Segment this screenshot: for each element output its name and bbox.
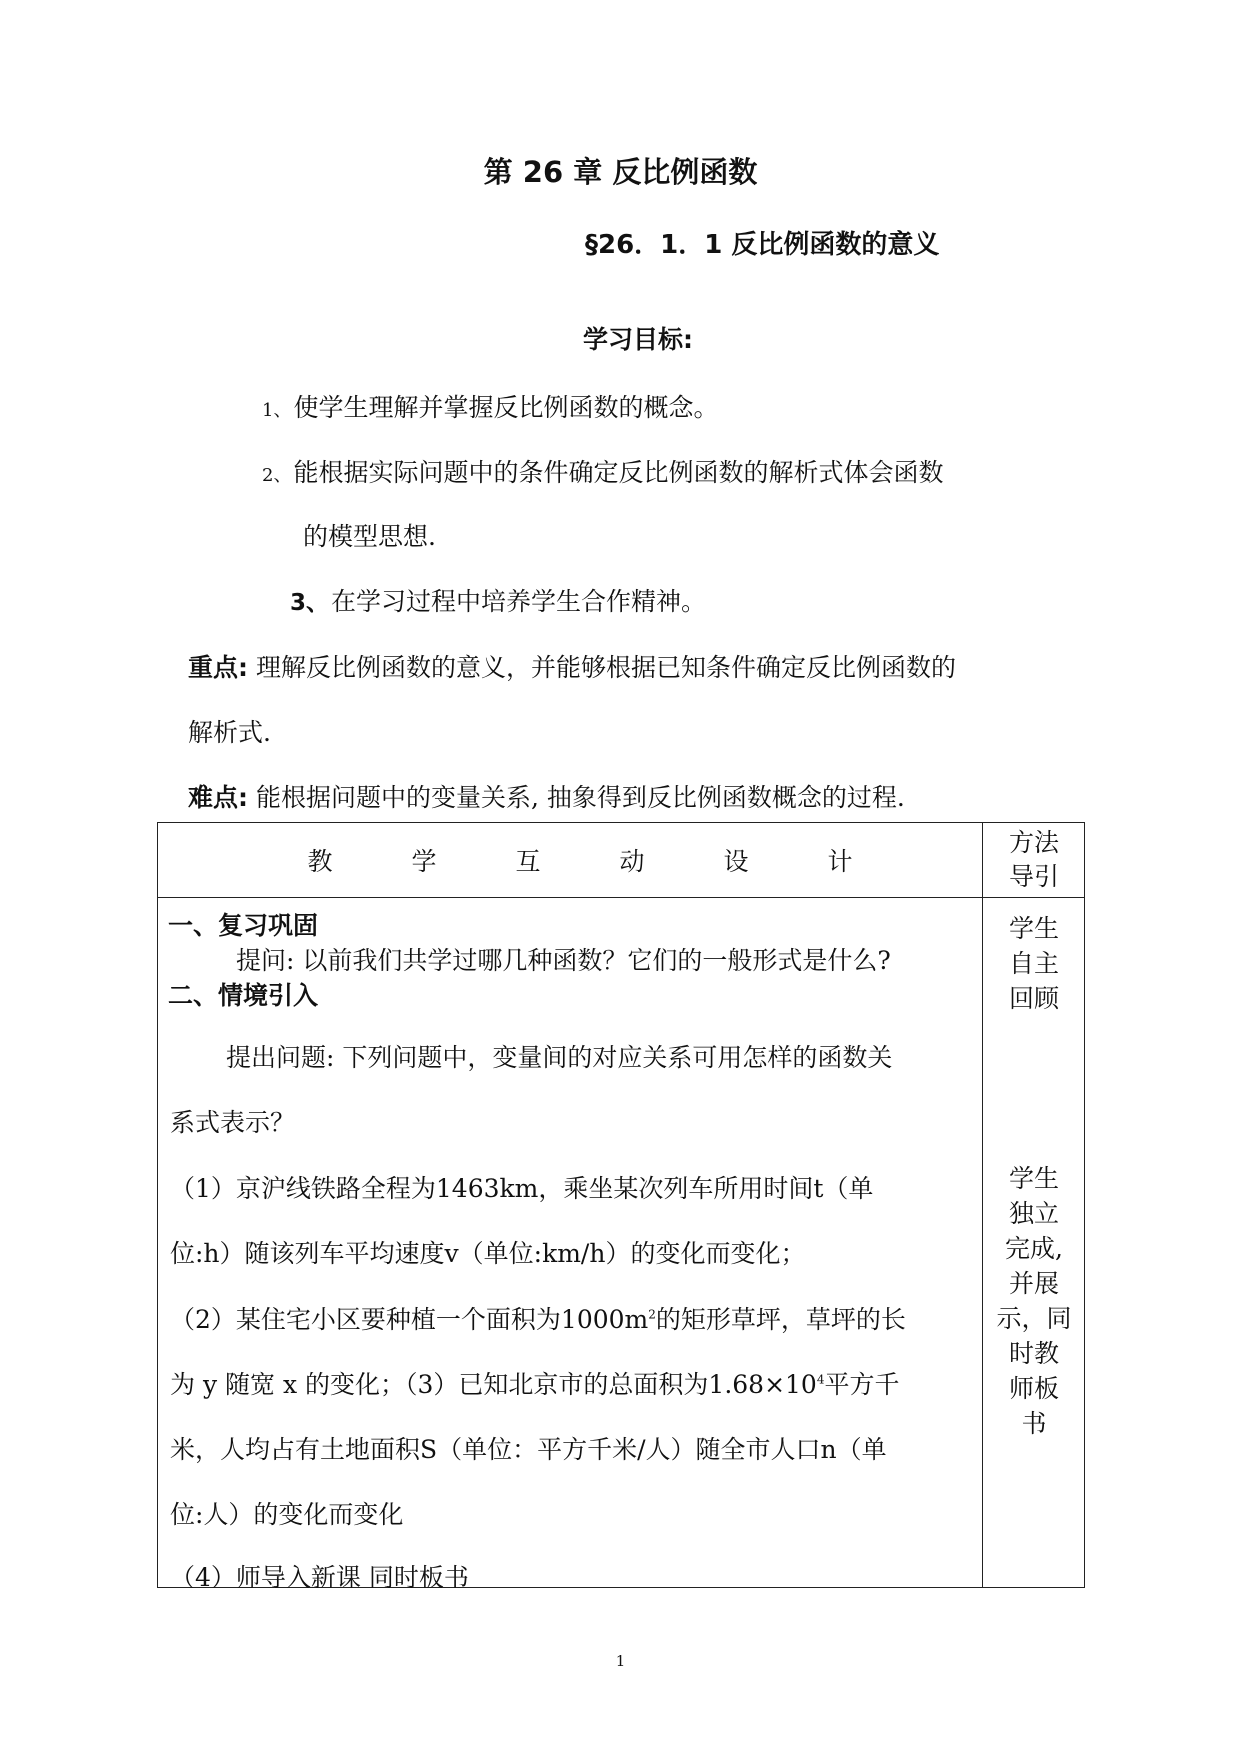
key-point [188,648,956,684]
objectives-heading: 学习目标: [583,325,693,354]
method-note-1: 学生 自主 回顾 [1008,914,1059,1013]
method-note-2: 学生 独立 完成, 并展 示，同 时教 师板 书 [996,1164,1072,1438]
section2-question-continued: 系式表示？ [170,1108,296,1137]
problem-3-text: 为 y 随宽 x 的变化；（3）已知北京市的总面积为1.68×10 [170,1370,817,1399]
method-header: 方法 导引 [1008,828,1059,891]
objective-item-2-continued [303,517,436,553]
section1-title: 一、复习巩固 [168,911,319,940]
difficulty-point [188,778,905,814]
section-title: §26．1．1 反比例函数的意义 [585,230,940,260]
difficulty-label: 难点: [188,783,248,812]
problem-4-line: （4）师导入新课 同时板书 [170,1563,469,1588]
objective-text: 在学习过程中培养学生合作精神。 [331,587,707,616]
difficulty-text: 能根据问题中的变量关系, 抽象得到反比例函数概念的过程. [248,783,905,812]
superscript: 2 [648,1307,656,1322]
objective-number: 3、 [290,590,330,616]
objective-text: 的模型思想. [303,522,436,551]
design-header-char: 互 [515,847,541,876]
objective-item-2 [262,453,943,489]
design-header-char: 计 [827,847,853,876]
design-content-cell [158,898,980,1588]
section2-question: 提出问题: 下列问题中，变量间的对应关系可用怎样的函数关 [226,1043,893,1072]
design-header-char: 设 [723,847,749,876]
key-point-text: 理解反比例函数的意义，并能够根据已知条件确定反比例函数的 [248,653,956,682]
problem-2-text: （2）某住宅小区要种植一个面积为1000m [170,1305,649,1334]
objective-number: 2、 [262,465,292,486]
section1-question: 提问: 以前我们共学过哪几种函数？它们的一般形式是什么? [236,946,891,975]
objective-item-1 [262,388,718,424]
page-number: 1 [615,1652,626,1670]
problem-3-line-2: 位:人）的变化而变化 [170,1500,404,1529]
design-header-char: 教 [307,847,333,876]
objective-text: 使学生理解并掌握反比例函数的概念。 [293,393,719,422]
objective-item-3 [290,582,706,618]
key-point-label: 重点: [188,653,248,682]
superscript: 4 [816,1372,825,1387]
problem-1-line-2: 位:h）随该列车平均速度v（单位:km/h）的变化而变化； [170,1239,806,1268]
design-header-char: 学 [411,847,437,876]
column-divider [982,823,983,1587]
key-point-continued: 解析式. [188,718,271,747]
objective-text: 能根据实际问题中的条件确定反比例函数的解析式体会函数 [293,458,944,487]
problem-2-line-1 [170,1300,906,1336]
problem-3-text: 平方千 [824,1370,900,1399]
problem-2-line-2 [170,1365,900,1401]
problem-2-text: 的矩形草坪，草坪的长 [655,1305,906,1334]
problem-1-line-1: （1）京沪线铁路全程为1463km，乘坐某次列车所用时间t（单 [170,1174,874,1203]
design-header [158,823,982,897]
problem-3-line-1: 米，人均占有土地面积S（单位：平方千米/人）随全市人口n（单 [170,1435,887,1464]
teaching-design-table [157,822,1085,1588]
section2-title: 二、情境引入 [168,981,319,1010]
design-header-char: 动 [619,847,645,876]
chapter-title: 第 26 章 反比例函数 [483,155,758,189]
objective-number: 1、 [262,400,292,421]
